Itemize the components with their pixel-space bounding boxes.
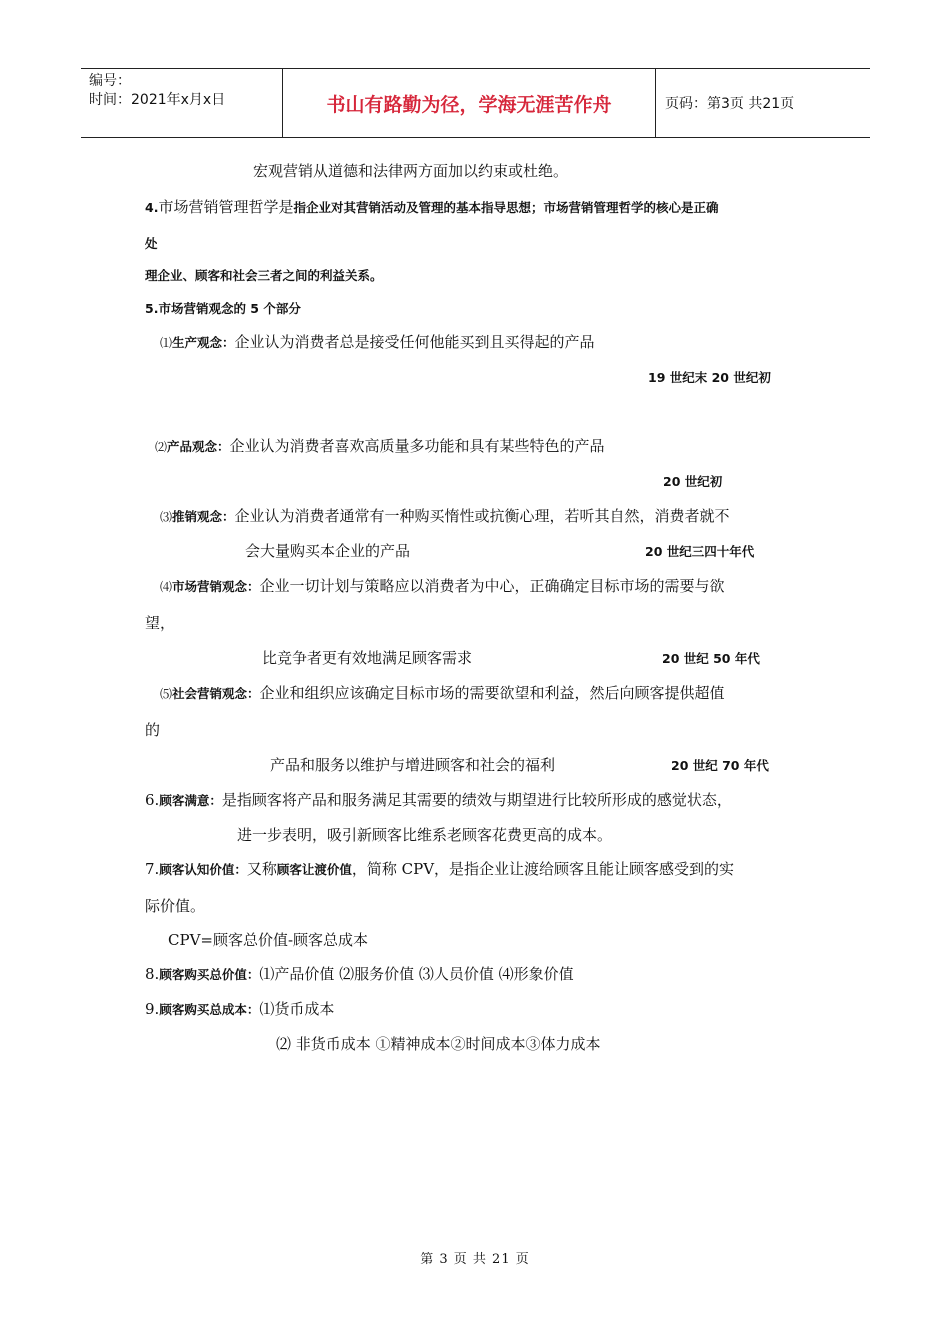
concept-term: 产品观念： (167, 439, 230, 454)
concept-text-cont: 的 (145, 721, 161, 739)
cpv-formula: CPV=顾客总价值-顾客总成本 (168, 931, 369, 949)
paragraph-line: 理企业、顾客和社会三者之间的利益关系。 (145, 268, 383, 283)
number-label: 编号： (89, 73, 131, 89)
section-term: 顾客认知价值： (159, 862, 247, 877)
concept-term: 推销观念： (172, 509, 235, 524)
concept-text: 企业一切计划与策略应以消费者为中心，正确确定目标市场的需要与欲 (259, 577, 725, 595)
concept-text-cont: 比竞争者更有效地满足顾客需求 (262, 649, 473, 667)
concept-era: 20 世纪 70 年代 (671, 758, 769, 773)
header-motto: 书山有路勤为径，学海无涯苦作舟 (326, 93, 612, 116)
concept-text-cont: 会大量购买本企业的产品 (245, 542, 411, 560)
section-text: 是指顾客将产品和服务满足其需要的绩效与期望进行比较所形成的感觉状态， (221, 791, 732, 809)
date-label: 时间：2021年x月x日 (89, 92, 226, 108)
concept-era: 19 世纪末 20 世纪初 (648, 370, 771, 385)
item-number: ⑶ (160, 510, 173, 524)
concept-era: 20 世纪 50 年代 (662, 651, 760, 666)
section-6 (145, 790, 732, 811)
section-text: ⑴货币成本 (259, 1000, 335, 1018)
section-text-cont: 进一步表明，吸引新顾客比维系老顾客花费更高的成本。 (237, 826, 613, 844)
section-4-line (145, 197, 718, 218)
section-5-heading: 5.市场营销观念的 5 个部分 (145, 301, 301, 316)
section-number: 9. (145, 1000, 160, 1018)
concept-era: 20 世纪初 (663, 474, 723, 489)
concept-term: 社会营销观念： (172, 686, 260, 701)
concept-text: 企业认为消费者通常有一种购买惰性或抗衡心理，若听其自然，消费者就不 (234, 507, 730, 525)
concept-text-cont: 产品和服务以维护与增进顾客和社会的福利 (270, 756, 556, 774)
section-term: 顾客满意： (159, 793, 222, 808)
item-number: ⑸ (160, 687, 173, 701)
concept-text-cont: 望， (145, 614, 176, 632)
section-8 (145, 964, 574, 985)
section-term: 市场营销管理哲学是 (158, 198, 294, 216)
section-text: ⑴产品价值 ⑵服务价值 ⑶人员价值 ⑷形象价值 (259, 965, 574, 983)
concept-selling (160, 506, 730, 527)
concept-marketing (160, 576, 725, 597)
section-9 (145, 999, 334, 1020)
section-text: ，简称 CPV，是指企业让渡给顾客且能让顾客感受到的实 (351, 860, 735, 878)
concept-text: 企业认为消费者喜欢高质量多功能和具有某些特色的产品 (229, 437, 605, 455)
paragraph-line: 宏观营销从道德和法律两方面加以约束或杜绝。 (253, 162, 569, 180)
concept-term: 生产观念： (172, 335, 235, 350)
header-divider (655, 69, 656, 137)
item-number: ⑴ (160, 336, 173, 350)
concept-era: 20 世纪三四十年代 (645, 544, 755, 559)
section-term: 顾客购买总价值： (159, 967, 260, 982)
concept-text: 企业和组织应该确定目标市场的需要欲望和利益，然后向顾客提供超值 (259, 684, 725, 702)
item-number: ⑵ (155, 440, 168, 454)
section-number: 6. (145, 791, 160, 809)
concept-term: 市场营销观念： (172, 579, 260, 594)
section-number: 7. (145, 860, 160, 878)
header-meta (89, 72, 225, 110)
section-text: 又称 (246, 860, 277, 878)
section-text-cont: 际价值。 (145, 897, 206, 915)
section-number: 4. (145, 200, 159, 215)
page-footer: 第 3 页 共 21 页 (420, 1252, 530, 1267)
concept-text: 企业认为消费者总是接受任何他能买到且买得起的产品 (234, 333, 595, 351)
section-7 (145, 859, 734, 880)
section-text-cont: ⑵ 非货币成本 ①精神成本②时间成本③体力成本 (276, 1035, 601, 1053)
concept-product (155, 436, 605, 457)
section-term: 顾客购买总成本： (159, 1002, 260, 1017)
section-number: 8. (145, 965, 160, 983)
header-page-info: 页码：第3页 共21页 (665, 96, 795, 112)
page-header (81, 68, 870, 138)
concept-societal (160, 683, 725, 704)
section-definition: 指企业对其营销活动及管理的基本指导思想；市场营销管理哲学的核心是正确 (293, 200, 719, 215)
concept-production (160, 332, 595, 353)
item-number: ⑷ (160, 580, 173, 594)
paragraph-line: 处 (145, 236, 158, 251)
section-term: 顾客让渡价值 (276, 862, 352, 877)
